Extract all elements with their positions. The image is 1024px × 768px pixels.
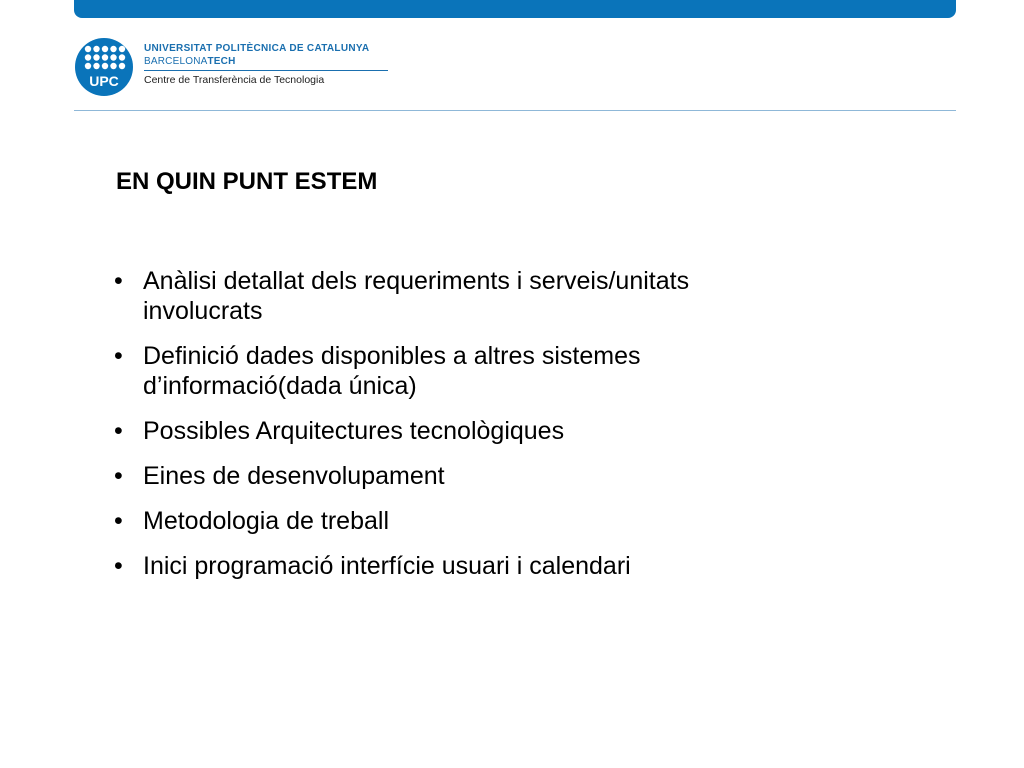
bullet-text: Definició dades disponibles a altres sistemes d’informació(dada única)	[143, 342, 641, 400]
bullet-text: Possibles Arquitectures tecnològiques	[143, 417, 565, 445]
slide-title: EN QUIN PUNT ESTEM	[116, 168, 378, 195]
top-banner-bar	[74, 0, 956, 18]
bullet-icon: •	[114, 462, 123, 490]
bullet-text: Metodologia de treball	[143, 507, 389, 535]
bullet-text: Eines de desenvolupament	[143, 462, 445, 490]
bullet-icon: •	[114, 552, 123, 580]
subtitle-bold: TECH	[207, 56, 236, 67]
upc-logo-text: UPC	[89, 73, 119, 89]
bullet-item	[112, 266, 792, 326]
bullet-item	[112, 416, 792, 446]
bullet-item	[112, 506, 792, 536]
bullet-icon: •	[114, 267, 123, 295]
subtitle-regular: BARCELONA	[144, 56, 208, 67]
upc-logo-block	[75, 38, 395, 96]
bullet-item	[112, 341, 792, 401]
university-header-text	[144, 43, 394, 87]
bullet-icon: •	[114, 342, 123, 370]
bullet-list	[112, 266, 792, 596]
university-subtitle	[144, 55, 394, 68]
bullet-item	[112, 551, 792, 581]
university-name: UNIVERSITAT POLITÈCNICA DE CATALUNYA	[144, 43, 370, 54]
header-divider	[144, 70, 388, 71]
header-separator-line	[74, 110, 956, 111]
upc-logo-icon	[75, 38, 133, 96]
bullet-icon: •	[114, 507, 123, 535]
bullet-item	[112, 461, 792, 491]
bullet-text: Inici programació interfície usuari i calendari	[143, 552, 631, 580]
centre-name: Centre de Transferència de Tecnologia	[144, 74, 325, 86]
bullet-icon: •	[114, 417, 123, 445]
bullet-text: Anàlisi detallat dels requeriments i serveis/unitats involucrats	[143, 267, 690, 325]
